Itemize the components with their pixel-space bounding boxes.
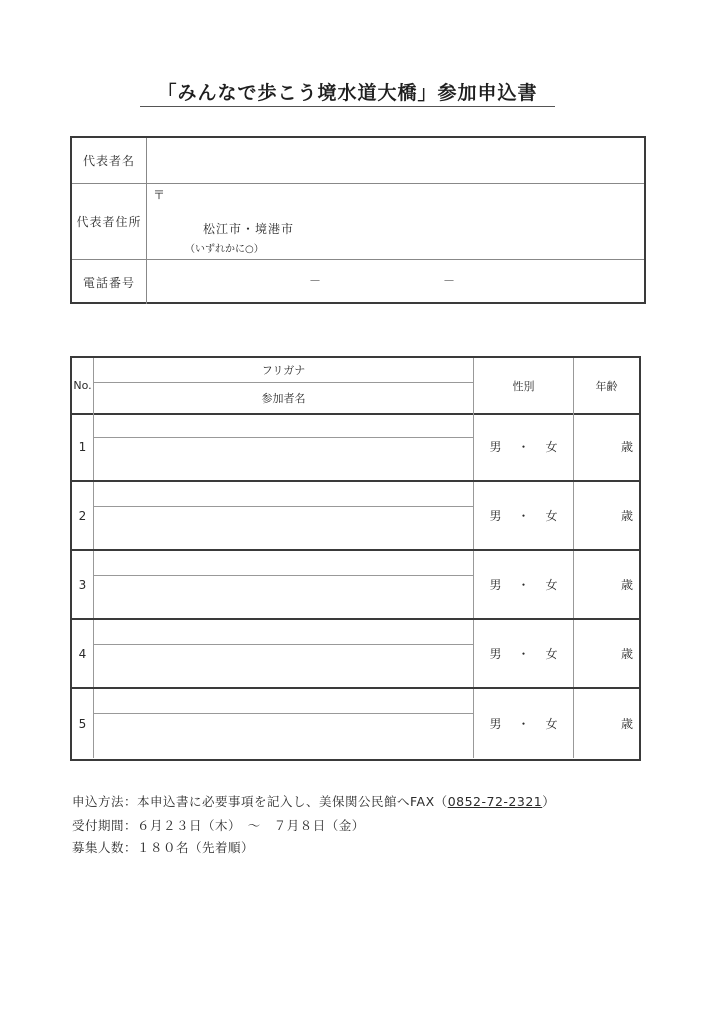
row-number: 3 <box>72 551 94 618</box>
participant-name-field[interactable] <box>94 644 473 689</box>
period-label: 受付期間： <box>72 818 138 833</box>
phone-field[interactable] <box>147 260 644 304</box>
gender-female-option[interactable]: 女 <box>545 509 558 523</box>
age-field[interactable] <box>574 413 639 480</box>
gender-male-option[interactable]: 男 <box>489 647 502 661</box>
gender-male-option[interactable]: 男 <box>489 440 502 454</box>
city-note: （いずれかに○） <box>185 244 264 255</box>
participant-name-field[interactable] <box>94 575 473 620</box>
representative-address-row <box>72 184 644 260</box>
gender-separator: ・ <box>517 578 530 592</box>
method-text: 本申込書に必要事項を記入し、美保関公民館へFAX（ <box>137 794 448 809</box>
phone-label: 電話番号 <box>72 260 147 304</box>
age-unit: 歳 <box>620 717 633 731</box>
capacity-text: １８０名（先着順） <box>137 840 255 855</box>
gender-cell <box>474 482 574 549</box>
application-method <box>72 792 555 810</box>
gender-female-option[interactable]: 女 <box>545 578 558 592</box>
furigana-field[interactable] <box>94 689 473 714</box>
participant-row <box>72 413 639 482</box>
participant-row <box>72 620 639 689</box>
representative-name-label: 代表者名 <box>72 138 147 183</box>
representative-phone-row <box>72 260 644 304</box>
representative-address-field[interactable] <box>147 184 644 259</box>
age-unit: 歳 <box>620 509 633 523</box>
name-cell <box>94 620 474 687</box>
gender-separator: ・ <box>517 717 530 731</box>
postal-mark: 〒 <box>153 188 166 202</box>
participant-name-field[interactable] <box>94 437 473 482</box>
header-furigana: フリガナ <box>94 358 473 383</box>
recruitment-capacity <box>72 838 254 856</box>
gender-separator: ・ <box>517 440 530 454</box>
participants-header <box>72 358 639 415</box>
gender-female-option[interactable]: 女 <box>545 647 558 661</box>
header-age: 年齢 <box>595 379 618 393</box>
furigana-field[interactable] <box>94 413 473 438</box>
representative-name-row <box>72 138 644 184</box>
gender-female-option[interactable]: 女 <box>545 717 558 731</box>
representative-address-label: 代表者住所 <box>72 184 147 259</box>
row-number: 2 <box>72 482 94 549</box>
age-field[interactable] <box>574 689 639 758</box>
gender-male-option[interactable]: 男 <box>489 509 502 523</box>
representative-table <box>70 136 646 304</box>
period-text: ６月２３日（木） ～ ７月８日（金） <box>137 818 365 833</box>
age-unit: 歳 <box>620 647 633 661</box>
name-cell <box>94 482 474 549</box>
name-cell <box>94 413 474 480</box>
gender-separator: ・ <box>517 647 530 661</box>
age-field[interactable] <box>574 551 639 618</box>
representative-name-field[interactable] <box>147 138 644 183</box>
capacity-label: 募集人数： <box>72 840 138 855</box>
phone-dash: － <box>309 274 322 288</box>
method-label: 申込方法： <box>72 794 138 809</box>
age-field[interactable] <box>574 620 639 687</box>
gender-male-option[interactable]: 男 <box>489 717 502 731</box>
gender-cell <box>474 551 574 618</box>
header-gender: 性別 <box>474 358 574 413</box>
name-cell <box>94 689 474 758</box>
header-no: No. <box>72 358 94 413</box>
row-number: 1 <box>72 413 94 480</box>
city-options[interactable]: 松江市・境港市 <box>203 222 295 236</box>
gender-cell <box>474 620 574 687</box>
age-unit: 歳 <box>620 440 633 454</box>
participant-row <box>72 551 639 620</box>
method-close: ） <box>542 794 556 809</box>
participant-name-field[interactable] <box>94 713 473 758</box>
gender-male-option[interactable]: 男 <box>489 578 502 592</box>
furigana-field[interactable] <box>94 620 473 645</box>
participant-name-field[interactable] <box>94 506 473 551</box>
participants-table <box>70 356 641 761</box>
age-field[interactable] <box>574 482 639 549</box>
participant-row <box>72 689 639 758</box>
furigana-field[interactable] <box>94 482 473 507</box>
age-unit: 歳 <box>620 578 633 592</box>
furigana-field[interactable] <box>94 551 473 576</box>
phone-dash: － <box>443 274 456 288</box>
form-title: 「みんなで歩こう境水道大橋」参加申込書 <box>140 80 555 107</box>
fax-number: 0852-72-2321 <box>447 794 543 809</box>
header-participant-name: 参加者名 <box>261 391 306 405</box>
row-number: 4 <box>72 620 94 687</box>
header-name <box>94 358 474 413</box>
gender-separator: ・ <box>517 509 530 523</box>
row-number: 5 <box>72 689 94 758</box>
gender-cell <box>474 413 574 480</box>
name-cell <box>94 551 474 618</box>
gender-cell <box>474 689 574 758</box>
gender-female-option[interactable]: 女 <box>545 440 558 454</box>
reception-period <box>72 816 365 834</box>
participant-row <box>72 482 639 551</box>
